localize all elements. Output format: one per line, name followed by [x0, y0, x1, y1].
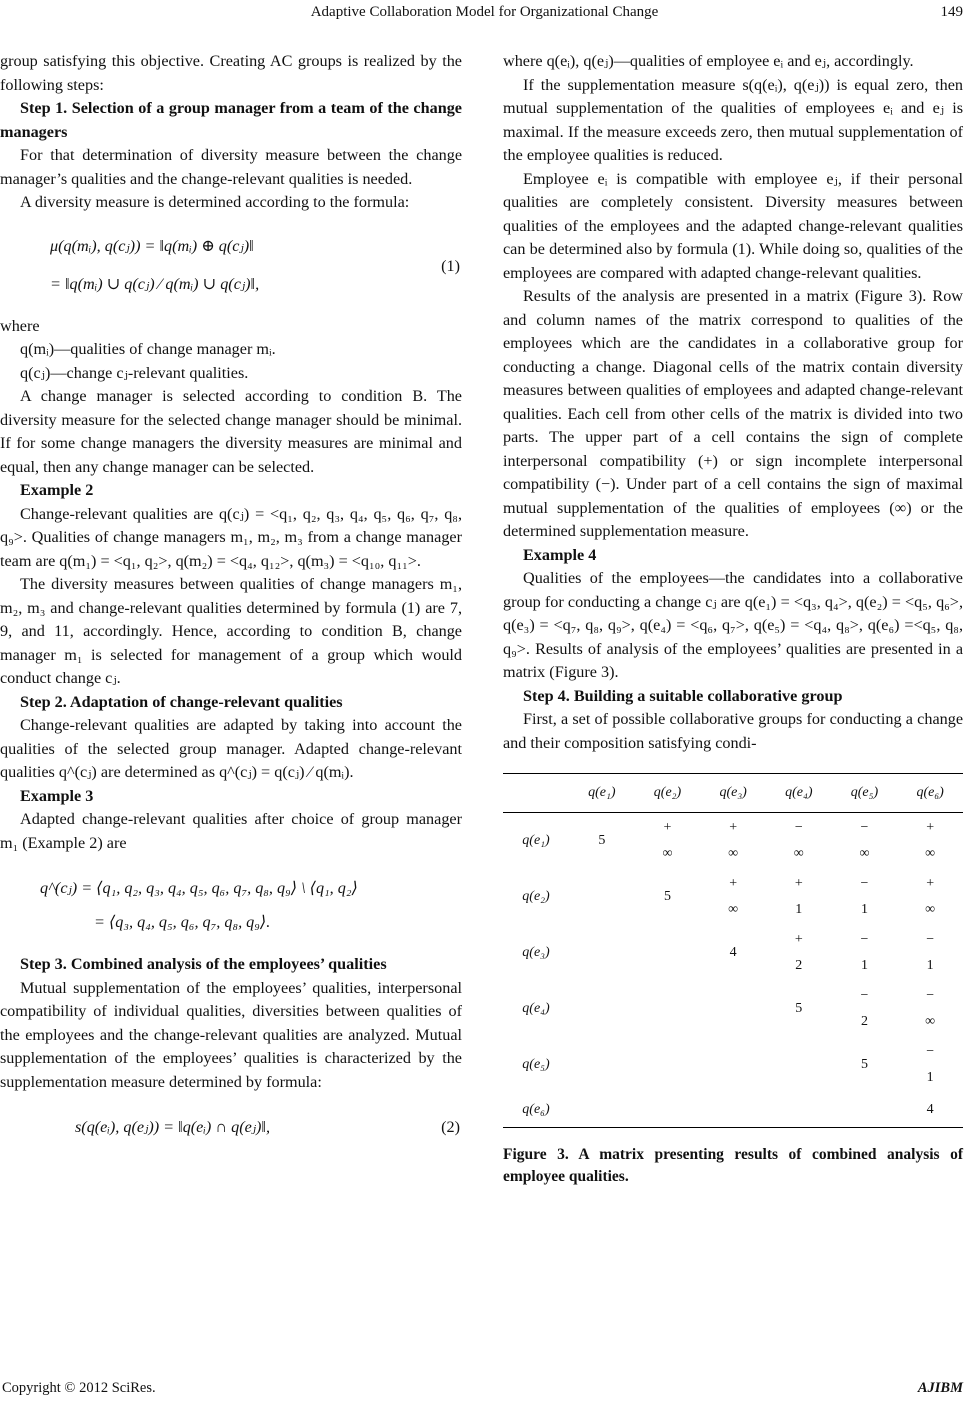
figure-3-caption: Figure 3. A matrix presenting results of combined analysis of employee qualities.	[503, 1146, 963, 1185]
example3-heading: Example 3	[20, 786, 94, 805]
compatibility-sign: −	[926, 932, 935, 947]
supplementation-measure: ∞	[793, 846, 804, 861]
matrix-header-row	[503, 774, 963, 813]
supplementation-measure: 2	[860, 1014, 868, 1029]
matrix-row	[503, 813, 963, 870]
running-title: Adaptive Collaboration Model for Organizational Change	[310, 4, 659, 20]
paragraph: First, a set of possible collaborative groups for conducting a change and their composition satisfying condi-	[503, 710, 963, 752]
supplementation-measure: ∞	[662, 846, 673, 861]
matrix-cell	[832, 1037, 898, 1093]
equation-1-line-1: μ(q(mᵢ), q(cⱼ)) = ‖q(mᵢ) ⊕ q(cⱼ)‖	[50, 236, 254, 255]
equation-2	[0, 1098, 462, 1150]
example2-heading: Example 2	[20, 481, 94, 499]
matrix-cell	[897, 981, 963, 1037]
compatibility-sign: +	[794, 876, 803, 891]
where-item: q(cⱼ)—change cⱼ-relevant qualities.	[20, 363, 249, 382]
compatibility-sign: +	[926, 820, 935, 835]
matrix-cell	[635, 981, 701, 1037]
equation-example3-line-1: q^(cⱼ) = ⟨q₁, q₂, q₃, q₄, q₅, q₆, q₇, q₈, q₉⟩ \ ⟨q₁, q₂⟩	[40, 879, 358, 897]
matrix-cell	[700, 1037, 766, 1093]
matrix-column-header: q(e₂)	[635, 774, 701, 813]
matrix-cell	[832, 981, 898, 1037]
matrix-cell	[569, 1037, 635, 1093]
matrix-cell	[569, 981, 635, 1037]
matrix-cell	[635, 925, 701, 981]
matrix-cell	[635, 869, 701, 925]
supplementation-measure: 1	[860, 902, 868, 917]
equation-1-line-2: = ‖q(mᵢ) ∪ q(cⱼ) ⁄ q(mᵢ) ∪ q(cⱼ)‖,	[50, 274, 260, 293]
compatibility-sign: +	[663, 820, 672, 835]
journal-name: AJIBM	[917, 1380, 963, 1396]
matrix-cell	[569, 869, 635, 925]
paragraph: Results of the analysis are presented in a matrix (Figure 3). Row and column names of the matrix correspond to qualities of the employees which are the candidates in a collaborative group for conducting a change. Diagonal cells of the matrix contain diversity measures between qualities of employees and adapted change-relevant qualities. Each cell from other cells of the matrix is divided into two parts. The upper part of a cell contains the sign of complete interpersonal compatibility (+) or sign incomplete interpersonal compatibility (−). Under part of a cell contains the sign of maximal mutual supplementation of the qualities of employees (∞) or the determined supplementation measure.	[503, 287, 963, 540]
matrix-cell	[766, 1037, 832, 1093]
diversity-measure: 5	[663, 889, 671, 904]
matrix-column-header: q(e₅)	[832, 774, 898, 813]
matrix-cell	[700, 813, 766, 870]
matrix-cell	[766, 869, 832, 925]
matrix-cell	[766, 813, 832, 870]
matrix-cell	[766, 925, 832, 981]
copyright: Copyright © 2012 SciRes.	[2, 1380, 156, 1396]
paragraph: Qualities of the employees—the candidates into a collaborative group for conducting a change cⱼ are q(e₁) = <q₃, q₄>, q(e₂) = <q₅, q₆>, q(e₃) = <q₇, q₈, q₉>, q(e₄) = <q₆, q₇>, q(e₅) = <q₄, q₈>, q(e₆) =<q₅, q₈, q₉>. Results of analysis of the employees’ qualities are presented in a matrix (Figure 3).	[503, 569, 963, 681]
matrix-row-header: q(e₁)	[522, 833, 550, 849]
paragraph: Change-relevant qualities are q(cⱼ) = <q₁, q₂, q₃, q₄, q₅, q₆, q₇, q₈, q₉>. Qualities of change managers m₁, m₂, m₃ from a change manager team are q(m₁) = <q₁, q₂>, q(m₂) = <q₄, q₁₂>, q(m₃) = <q₁₀, q₁₁>.	[0, 504, 462, 570]
matrix-cell	[700, 1093, 766, 1128]
matrix-column-header: q(e₄)	[766, 774, 832, 813]
compatibility-sign: −	[860, 932, 869, 947]
where-label: where	[0, 316, 40, 335]
matrix-corner	[503, 774, 569, 813]
diversity-measure: 4	[926, 1102, 934, 1117]
compatibility-sign: +	[729, 820, 738, 835]
step2-heading: Step 2. Adaptation of change-relevant qualities	[20, 692, 343, 711]
where-item: q(mᵢ)—qualities of change manager mᵢ.	[20, 340, 276, 358]
matrix-row-header: q(e₂)	[522, 889, 550, 905]
supplementation-measure: 1	[795, 902, 803, 917]
matrix-cell	[897, 1093, 963, 1128]
supplementation-measure: ∞	[925, 1014, 936, 1029]
matrix-cell	[569, 925, 635, 981]
paragraph: A diversity measure is determined according to the formula:	[20, 193, 410, 211]
paragraph: A change manager is selected according to condition B. The diversity measure for the selected change manager should be minimal. If for some change managers the diversity measures are minimal and equal, then any change manager can be selected.	[0, 387, 462, 476]
page-number: 149	[940, 4, 963, 20]
compatibility-sign: +	[729, 876, 738, 891]
equation-1-number: (1)	[441, 256, 460, 275]
matrix-cell	[569, 813, 635, 870]
equation-2-line: s(q(eᵢ), q(eⱼ)) = ‖q(eᵢ) ∩ q(eⱼ)‖,	[75, 1118, 271, 1136]
matrix-cell	[569, 1093, 635, 1128]
matrix-row	[503, 981, 963, 1037]
equation-1	[0, 219, 462, 311]
equation-example3	[0, 859, 462, 941]
supplementation-measure: ∞	[859, 846, 870, 861]
matrix-column-header: q(e₃)	[700, 774, 766, 813]
compatibility-sign: +	[794, 932, 803, 947]
matrix-cell	[635, 1037, 701, 1093]
matrix-column-header: q(e₆)	[897, 774, 963, 813]
supplementation-measure: 1	[860, 958, 868, 973]
compatibility-sign: +	[926, 876, 935, 891]
compatibility-sign: −	[794, 820, 803, 835]
matrix-cell	[832, 869, 898, 925]
equation-example3-line-2: = ⟨q₃, q₄, q₅, q₆, q₇, q₈, q₉⟩.	[94, 913, 271, 931]
paragraph: The diversity measures between qualities of change managers m₁, m₂, m₃ and change-relevant qualities determined by formula (1) are 7, 9, and 11, accordingly. Hence, according to condition B, change manager m₁ is selected for management of a group which would conduct change cⱼ.	[0, 575, 462, 687]
page-header	[0, 4, 969, 24]
matrix-row-header: q(e₃)	[522, 945, 550, 961]
matrix-cell	[832, 925, 898, 981]
matrix-cell	[897, 869, 963, 925]
matrix-cell	[897, 1037, 963, 1093]
matrix-row-header: q(e₆)	[503, 1093, 569, 1128]
paragraph: where q(eᵢ), q(eⱼ)—qualities of employee eᵢ and eⱼ, accordingly.	[503, 52, 914, 70]
matrix-row-header: q(e₅)	[522, 1057, 550, 1073]
paragraph: Mutual supplementation of the employees’ qualities, interpersonal compatibility of individual qualities, diversities between qualities of the employees and the change-relevant qualities are analyzed. Mutual supplementation of the employees’ qualities is characterized by the supplementation measure determined by formula:	[0, 978, 462, 1091]
compatibility-sign: −	[860, 820, 869, 835]
matrix-cell	[635, 813, 701, 870]
matrix-column-header: q(e₁)	[569, 774, 635, 813]
paragraph: For that determination of diversity measure between the change manager’s qualities and the change-relevant qualities is needed.	[0, 146, 462, 188]
paragraph: If the supplementation measure s(q(eᵢ), q(eⱼ)) is equal zero, then mutual supplementation of the qualities of employees eᵢ and eⱼ is maximal. If the measure exceeds zero, then mutual supplementation of the employee qualities is reduced.	[503, 75, 963, 164]
matrix-row	[503, 1037, 963, 1093]
matrix-cell	[832, 1093, 898, 1128]
diversity-measure: 4	[729, 945, 737, 960]
supplementation-measure: 1	[926, 958, 934, 973]
equation-2-number: (2)	[441, 1118, 460, 1136]
supplementation-measure: ∞	[728, 902, 739, 917]
diversity-measure: 5	[598, 833, 606, 848]
step3-heading: Step 3. Combined analysis of the employees’ qualities	[20, 955, 387, 973]
compatibility-sign: −	[860, 988, 869, 1003]
matrix-cell	[832, 813, 898, 870]
supplementation-measure: 1	[926, 1070, 934, 1085]
matrix-cell	[766, 981, 832, 1037]
compatibility-sign: −	[926, 1044, 935, 1059]
supplementation-measure: ∞	[728, 846, 739, 861]
diversity-measure: 5	[860, 1057, 868, 1072]
matrix-row	[503, 869, 963, 925]
matrix-cell	[700, 925, 766, 981]
matrix-row-header: q(e₄)	[522, 1001, 550, 1017]
supplementation-measure: ∞	[925, 846, 936, 861]
matrix-cell	[635, 1093, 701, 1128]
diversity-measure: 5	[795, 1001, 803, 1016]
paragraph: group satisfying this objective. Creating AC groups is realized by the following steps:	[0, 52, 462, 94]
step4-heading: Step 4. Building a suitable collaborative group	[523, 686, 843, 705]
matrix-row	[503, 925, 963, 981]
supplementation-measure: 2	[795, 958, 803, 973]
example4-heading: Example 4	[523, 545, 597, 564]
matrix-cell	[700, 981, 766, 1037]
matrix-cell	[897, 925, 963, 981]
paragraph: Change-relevant qualities are adapted by taking into account the qualities of the selected group manager. Adapted change-relevant qualities q^(cⱼ) are determined as q^(cⱼ) = q(cⱼ) ⁄ q(mᵢ).	[0, 716, 462, 781]
right-column	[503, 50, 963, 1188]
paragraph: Employee eᵢ is compatible with employee eⱼ, if their personal qualities are completely consistent. Diversity measures between qualities of the employees and the adapted change-relevant qualities can be determined also by formula (1). While doing so, qualities of the employees are compared with adapted change-relevant qualities.	[503, 169, 963, 282]
matrix-cell	[897, 813, 963, 870]
matrix-cell	[766, 1093, 832, 1128]
matrix-row	[503, 1093, 963, 1128]
left-column	[0, 50, 462, 1154]
compatibility-sign: −	[926, 988, 935, 1003]
compatibility-sign: −	[860, 876, 869, 891]
paragraph: Adapted change-relevant qualities after choice of group manager m₁ (Example 2) are	[0, 810, 462, 852]
supplementation-measure: ∞	[925, 902, 936, 917]
figure-3-matrix	[503, 773, 963, 1128]
matrix-cell	[700, 869, 766, 925]
step1-heading: Step 1. Selection of a group manager from a team of the change managers	[0, 99, 462, 141]
